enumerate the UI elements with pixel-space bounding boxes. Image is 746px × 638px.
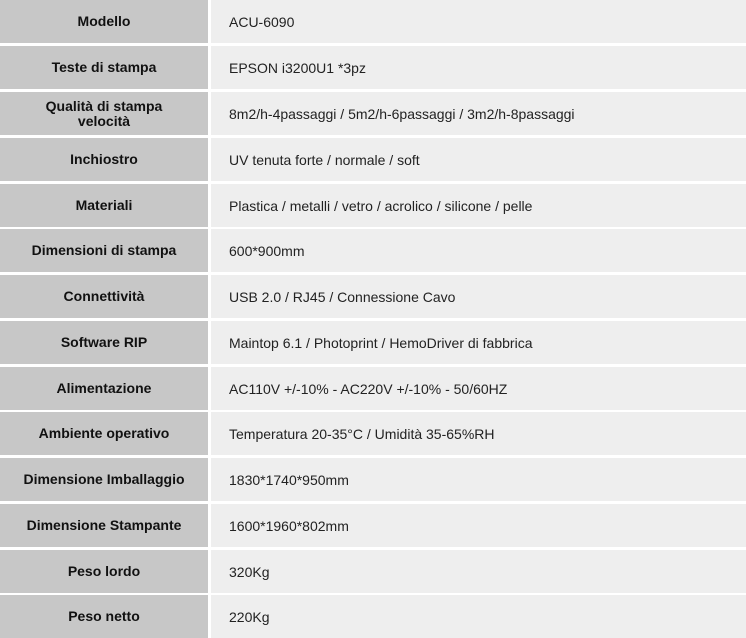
spec-value: Maintop 6.1 / Photoprint / HemoDriver di fabbrica <box>211 321 746 364</box>
spec-value: 220Kg <box>211 595 746 638</box>
spec-label: Inchiostro <box>0 138 208 181</box>
spec-value: AC110V +/-10% - AC220V +/-10% - 50/60HZ <box>211 367 746 410</box>
spec-label: Dimensioni di stampa <box>0 229 208 272</box>
spec-row-dimensione-imballaggio <box>0 458 746 501</box>
spec-value: USB 2.0 / RJ45 / Connessione Cavo <box>211 275 746 318</box>
spec-label: Software RIP <box>0 321 208 364</box>
spec-label: Materiali <box>0 184 208 227</box>
spec-label: Ambiente operativo <box>0 412 208 455</box>
spec-row-dimensione-stampante <box>0 504 746 547</box>
spec-value: Plastica / metalli / vetro / acrolico / silicone / pelle <box>211 184 746 227</box>
spec-value: 1830*1740*950mm <box>211 458 746 501</box>
spec-label: Teste di stampa <box>0 46 208 89</box>
spec-value: Temperatura 20-35°C / Umidità 35-65%RH <box>211 412 746 455</box>
spec-row-inchiostro <box>0 138 746 181</box>
spec-label: Dimensione Stampante <box>0 504 208 547</box>
spec-label: Modello <box>0 0 208 43</box>
spec-row-software-rip <box>0 321 746 364</box>
spec-value: ACU-6090 <box>211 0 746 43</box>
spec-row-alimentazione <box>0 367 746 410</box>
spec-value: UV tenuta forte / normale / soft <box>211 138 746 181</box>
spec-label: Dimensione Imballaggio <box>0 458 208 501</box>
spec-row-connettivita <box>0 275 746 318</box>
spec-label: Connettività <box>0 275 208 318</box>
spec-row-teste-di-stampa <box>0 46 746 89</box>
spec-value: 1600*1960*802mm <box>211 504 746 547</box>
spec-label: Peso netto <box>0 595 208 638</box>
spec-row-dimensioni-di-stampa <box>0 229 746 272</box>
spec-row-modello <box>0 0 746 43</box>
spec-label: Alimentazione <box>0 367 208 410</box>
spec-value: EPSON i3200U1 *3pz <box>211 46 746 89</box>
spec-value: 600*900mm <box>211 229 746 272</box>
spec-row-materiali <box>0 184 746 227</box>
spec-value: 320Kg <box>211 550 746 593</box>
spec-row-peso-lordo <box>0 550 746 593</box>
spec-value: 8m2/h-4passaggi / 5m2/h-6passaggi / 3m2/h-8passaggi <box>211 92 746 135</box>
spec-row-qualita-di-stampa <box>0 92 746 135</box>
spec-label: Qualità di stampa velocità <box>0 92 208 135</box>
spec-row-ambiente-operativo <box>0 412 746 455</box>
spec-label: Peso lordo <box>0 550 208 593</box>
spec-row-peso-netto <box>0 595 746 638</box>
